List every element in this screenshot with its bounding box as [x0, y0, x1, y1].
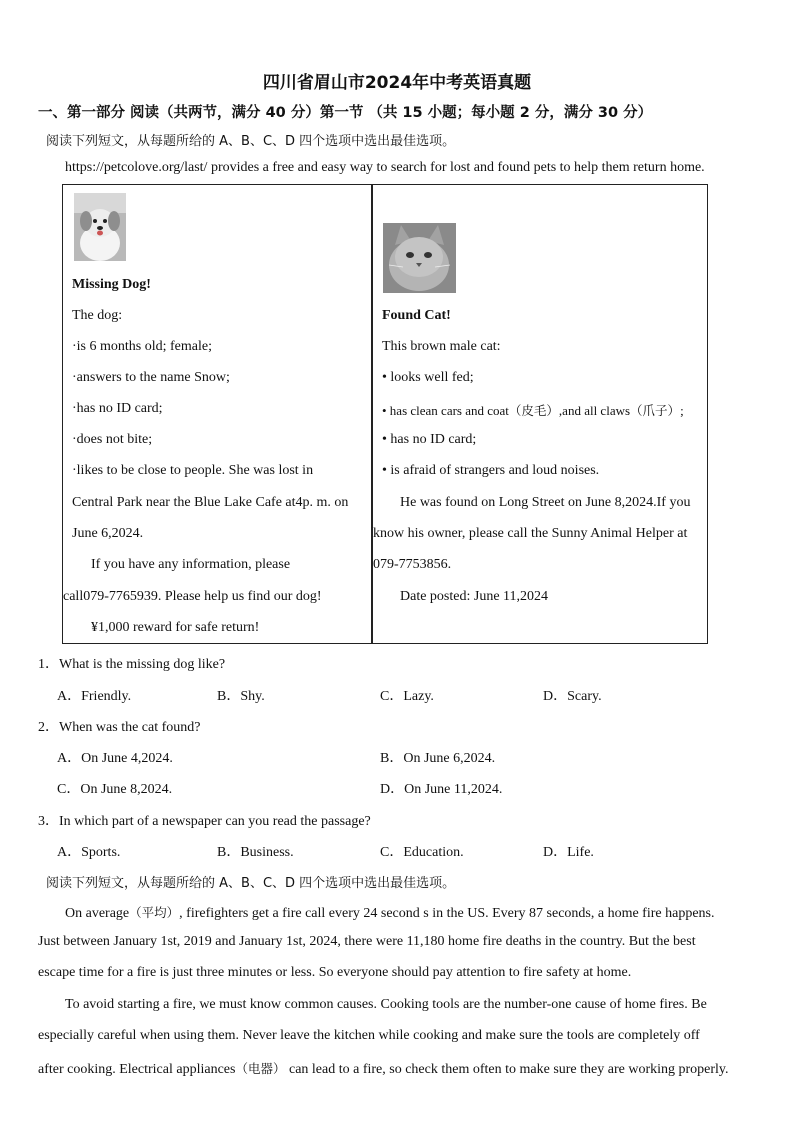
passage-cn: （电器）: [235, 1061, 286, 1076]
section-header: 一、第一部分 阅读（共两节，满分 40 分）第一节 （共 15 小题；每小题 2 分，满分 30 分）: [38, 105, 653, 121]
dog-line: ·has no ID card;: [72, 401, 163, 416]
cat-line: • is afraid of strangers and loud noises.: [382, 463, 600, 478]
cat-photo: [383, 223, 456, 293]
cat-line-cn: （皮毛）: [508, 403, 559, 418]
q2-option-b: B．On June 6,2024.: [380, 751, 496, 766]
passage-line: [38, 1059, 729, 1078]
passage-cn: （平均）: [129, 905, 180, 920]
q1-option-d: D．Scary.: [543, 689, 602, 704]
cat-line: [382, 401, 684, 419]
q1-option-b: B．Shy.: [217, 689, 265, 704]
passage-text: , firefighters get a fire call every 24 second s in the US. Every 87 seconds, a home fire happens.: [179, 906, 715, 921]
q1-option-a: A．Friendly.: [57, 689, 132, 704]
page-title: 四川省眉山市2024年中考英语真题: [262, 73, 532, 93]
instruction-2: 阅读下列短文，从每题所给的 A、B、C、D 四个选项中选出最佳选项。: [46, 876, 456, 891]
q2-option-a: A．On June 4,2024.: [57, 751, 173, 766]
cat-line: know his owner, please call the Sunny Animal Helper at: [373, 526, 688, 541]
cat-line: He was found on Long Street on June 8,2024.If you: [400, 495, 691, 510]
passage-line: To avoid starting a fire, we must know common causes. Cooking tools are the number-one cause of home fires. Be: [65, 997, 707, 1012]
dog-line: Central Park near the Blue Lake Cafe at4p. m. on: [72, 495, 349, 510]
dog-line: If you have any information, please: [91, 557, 291, 572]
intro-text: https://petcolove.org/last/ provides a free and easy way to search for lost and found pets to help them return home.: [65, 160, 705, 175]
cat-line-part: • has clean cars and coat: [382, 403, 509, 418]
cat-line: This brown male cat:: [382, 339, 501, 354]
passage-text: can lead to a fire, so check them often to make sure they are working properly.: [285, 1062, 729, 1077]
passage-text: after cooking. Electrical appliances: [38, 1062, 236, 1077]
passage-line: especially careful when using them. Never leave the kitchen while cooking and make sure the tools are completely off: [38, 1028, 700, 1043]
dog-line: ·is 6 months old; female;: [72, 339, 212, 354]
cat-heading: Found Cat!: [382, 308, 451, 323]
cat-line-cn: （爪子）: [630, 403, 681, 418]
question-2: 2．When was the cat found?: [38, 720, 201, 735]
q3-option-a: A．Sports.: [57, 845, 121, 860]
dog-line: call079-7765939. Please help us find our dog!: [63, 589, 322, 604]
q2-option-c: C．On June 8,2024.: [57, 782, 173, 797]
q2-option-d: D．On June 11,2024.: [380, 782, 503, 797]
dog-line: ·likes to be close to people. She was lost in: [72, 463, 314, 478]
table-divider: [371, 184, 373, 644]
dog-reward: ¥1,000 reward for safe return!: [91, 620, 260, 635]
passage-text: On average: [65, 906, 130, 921]
passage-line: Just between January 1st, 2019 and January 1st, 2024, there were 11,180 home fire deaths in the country. But the best: [38, 934, 696, 949]
q3-option-d: D．Life.: [543, 845, 594, 860]
question-3: 3．In which part of a newspaper can you read the passage?: [38, 814, 371, 829]
instruction-1: 阅读下列短文，从每题所给的 A、B、C、D 四个选项中选出最佳选项。: [46, 134, 456, 149]
dog-line: ·answers to the name Snow;: [72, 370, 230, 385]
dog-heading: Missing Dog!: [72, 277, 151, 292]
cat-line: 079-7753856.: [373, 557, 452, 572]
cat-date-posted: Date posted: June 11,2024: [400, 589, 549, 604]
passage-line: escape time for a fire is just three minutes or less. So everyone should pay attention to fire safety at home.: [38, 965, 632, 980]
cat-line-part: ;: [680, 403, 684, 418]
q3-option-c: C．Education.: [380, 845, 464, 860]
cat-line: • has no ID card;: [382, 432, 477, 447]
q1-option-c: C．Lazy.: [380, 689, 434, 704]
cat-line-part: ,and all claws: [558, 403, 631, 418]
dog-line: The dog:: [72, 308, 123, 323]
dog-photo: [74, 193, 126, 261]
q3-option-b: B．Business.: [217, 845, 294, 860]
question-1: 1．What is the missing dog like?: [38, 657, 226, 672]
passage-line: [65, 903, 714, 922]
cat-line: • looks well fed;: [382, 370, 474, 385]
dog-line: ·does not bite;: [72, 432, 153, 447]
dog-line: June 6,2024.: [72, 526, 144, 541]
